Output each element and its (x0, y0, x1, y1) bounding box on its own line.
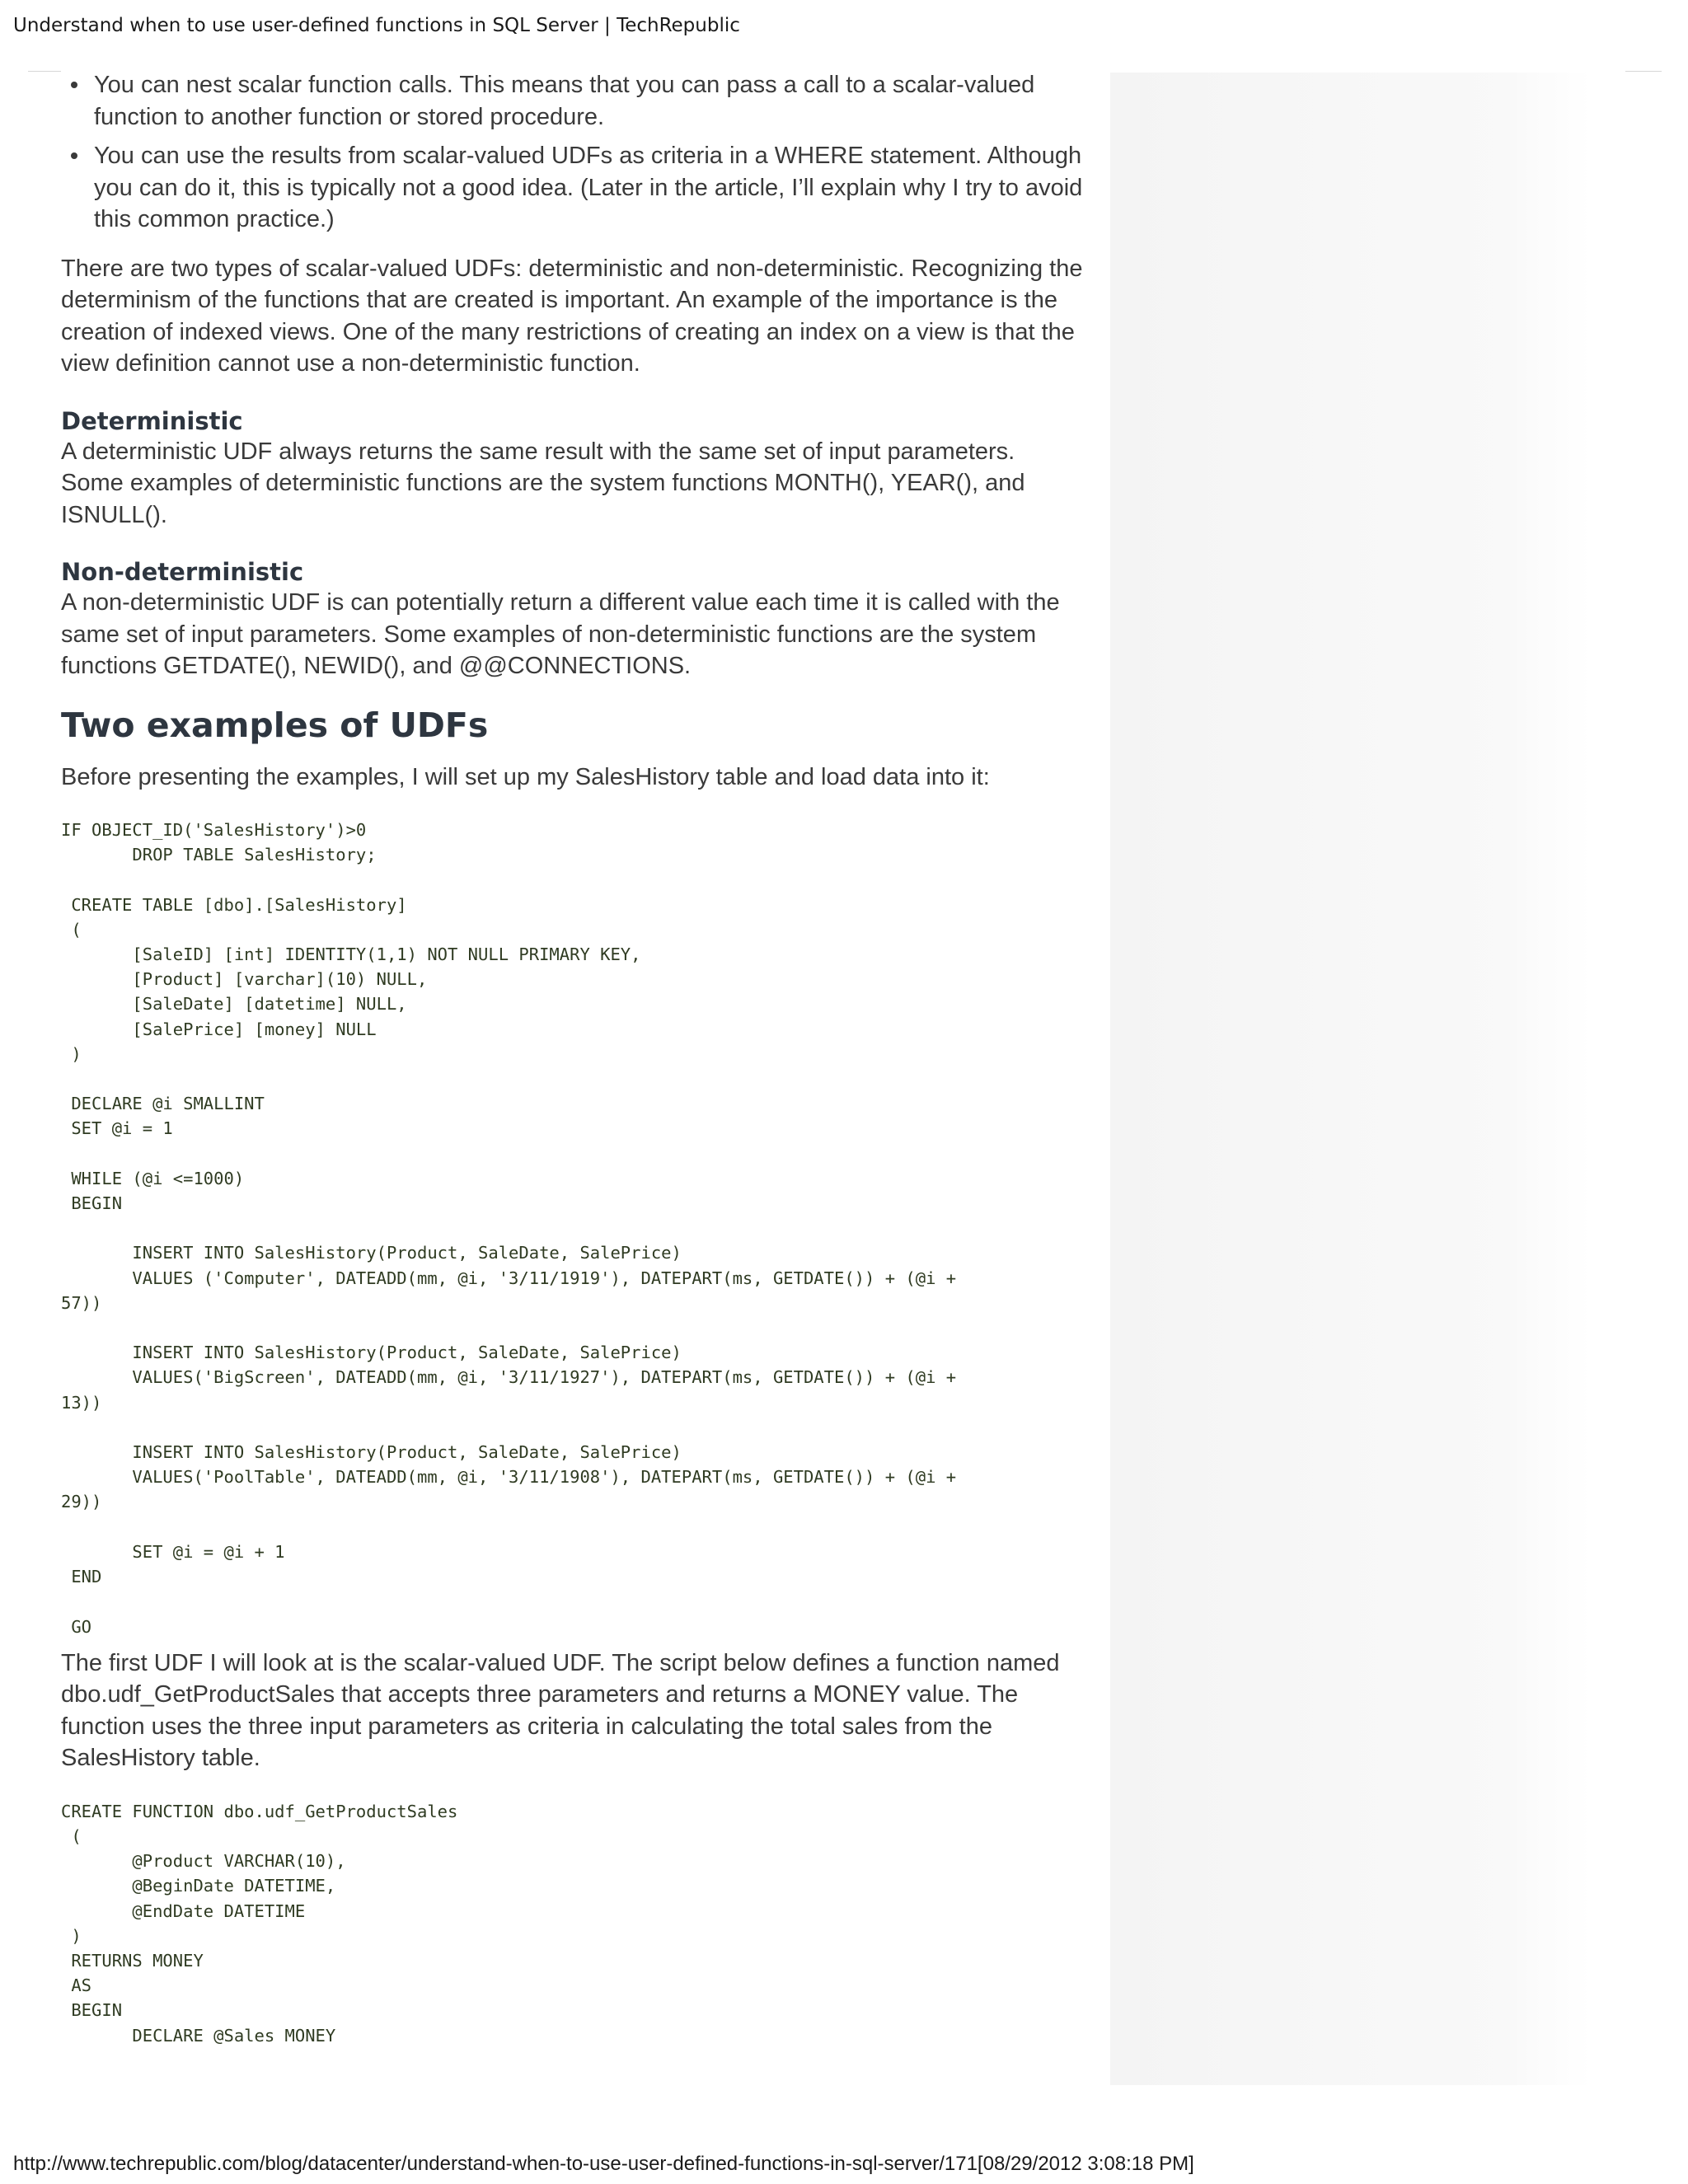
deterministic-section (61, 406, 1083, 532)
page-title: Understand when to use user-defined functions in SQL Server | TechRepublic (13, 15, 740, 36)
code-block-setup: IF OBJECT_ID('SalesHistory')>0 DROP TABLE SalesHistory; CREATE TABLE [dbo].[SalesHistory] ( [SaleID] [int] IDENTITY(1,1) NOT NULL PRIMARY KEY, [Product] [varchar](10) NULL, [SaleDate] [datetime] NULL, [SalePrice] [money] NULL ) DECLARE @i SMALLINT SET @i = 1 WHILE (@i <=1000) BEGIN INSERT INTO SalesHistory(Product, SaleDate, SalePrice) VALUES ('Computer', DATEADD(mm, @i, '3/11/1919'), DATEPART(ms, GETDATE()) + (@i + 57)) INSERT INTO SalesHistory(Product, SaleDate, SalePrice) VALUES('BigScreen', DATEADD(mm, @i, '3/11/1927'), DATEPART(ms, GETDATE()) + (@i + 13)) INSERT INTO SalesHistory(Product, SaleDate, SalePrice) VALUES('PoolTable', DATEADD(mm, @i, '3/11/1908'), DATEPART(ms, GETDATE()) + (@i + 29)) SET @i = @i + 1 END GO (61, 820, 957, 1637)
bullet-list (61, 69, 1083, 236)
bullet-icon (71, 82, 77, 88)
list-item (61, 140, 1083, 236)
non-deterministic-paragraph: A non-deterministic UDF is can potentially return a different value each time it is called with the same set of input parameters. Some examples of non-deterministic functions are the system functions GETDATE(), NEWID(), and @@CONNECTIONS. (61, 589, 1060, 679)
header-divider-left (28, 71, 61, 72)
sidebar-panel (1110, 73, 1517, 2085)
article-body (61, 69, 1083, 2048)
bullet-text: You can use the results from scalar-valued UDFs as criteria in a WHERE statement. Although you can do it, this is typically not a good idea. (Later in the article, I’ll explain why I try to avoid this common practice.) (94, 143, 1083, 232)
scalar-udf-paragraph: The first UDF I will look at is the scalar-valued UDF. The script below defines a function named dbo.udf_GetProductSales that accepts three parameters and returns a MONEY value. The function uses the three input parameters as criteria in calculating the total sales from the SalesHistory table. (61, 1649, 1060, 1772)
deterministic-heading: Deterministic (61, 406, 243, 435)
list-item (61, 69, 1083, 133)
bullet-text: You can nest scalar function calls. This means that you can pass a call to a scalar-valued function to another function or stored procedure. (94, 72, 1035, 130)
section-heading: Two examples of UDFs (61, 705, 489, 745)
intro-paragraph: There are two types of scalar-valued UDFs: deterministic and non-deterministic. Recognizing the determinism of the functions that are created is important. An example of the importance is the creation of indexed views. One of the many restrictions of creating an index on a view is that the view definition cannot use a non-deterministic function. (61, 255, 1083, 377)
non-deterministic-heading: Non-deterministic (61, 558, 304, 586)
bullet-icon (71, 152, 77, 159)
sidebar-panel-edge (1517, 73, 1592, 2085)
header-divider-right (1625, 71, 1662, 72)
non-deterministic-section (61, 557, 1083, 682)
setup-paragraph: Before presenting the examples, I will set up my SalesHistory table and load data into it: (61, 763, 990, 790)
page-url-footer: http://www.techrepublic.com/blog/datacenter/understand-when-to-use-user-defined-functions-in-sql-server/171[08/29/2012 3:08:18 PM] (13, 2153, 1194, 2175)
code-block-function: CREATE FUNCTION dbo.udf_GetProductSales ( @Product VARCHAR(10), @BeginDate DATETIME, @EndDate DATETIME ) RETURNS MONEY AS BEGIN DECLARE @Sales MONEY (61, 1801, 458, 2046)
deterministic-paragraph: A deterministic UDF always returns the same result with the same set of input parameters. Some examples of deterministic functions are the system functions MONTH(), YEAR(), and ISNULL(). (61, 438, 1025, 528)
